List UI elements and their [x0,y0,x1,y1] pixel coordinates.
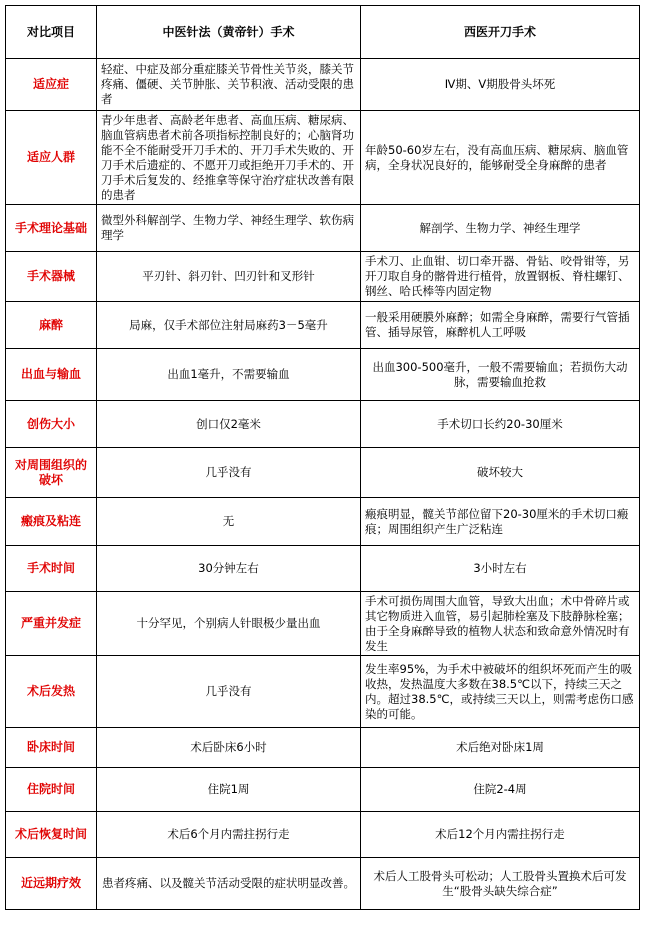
cell-tcm: 微型外科解剖学、生物力学、神经生理学、软伤病理学 [97,205,361,252]
row-category: 严重并发症 [6,592,97,656]
cell-western: 一般采用硬膜外麻醉；如需全身麻醉，需要行气管插管、插导尿管，麻醉机人工呼吸 [361,302,640,349]
table-row [6,302,640,349]
cell-tcm: 几乎没有 [97,656,361,728]
cell-western: Ⅳ期、Ⅴ期股骨头坏死 [361,59,640,111]
row-category: 瘢痕及粘连 [6,498,97,546]
row-category: 手术时间 [6,546,97,592]
cell-tcm: 30分钟左右 [97,546,361,592]
cell-western: 住院2-4周 [361,768,640,812]
table-row [6,768,640,812]
table-row [6,349,640,401]
cell-western: 瘢痕明显，髋关节部位留下20-30厘米的手术切口瘢痕；周围组织产生广泛粘连 [361,498,640,546]
table-row [6,205,640,252]
cell-tcm: 创口仅2毫米 [97,401,361,448]
cell-western: 术后12个月内需拄拐行走 [361,812,640,858]
table-row [6,252,640,302]
cell-tcm: 术后卧床6小时 [97,728,361,768]
table-row [6,546,640,592]
cell-western: 出血300-500毫升，一般不需要输血；若损伤大动脉，需要输血抢救 [361,349,640,401]
row-category: 术后恢复时间 [6,812,97,858]
row-category: 卧床时间 [6,728,97,768]
cell-tcm: 无 [97,498,361,546]
header-tcm: 中医针法（黄帝针）手术 [97,6,361,59]
row-category: 适应症 [6,59,97,111]
row-category: 手术理论基础 [6,205,97,252]
cell-tcm: 轻症、中症及部分重症膝关节骨性关节炎，膝关节疼痛、僵硬、关节肿胀、关节积液、活动受限的患者 [97,59,361,111]
cell-western: 术后人工股骨头可松动；人工股骨头置换术后可发生“股骨头缺失综合症” [361,858,640,910]
table-row [6,401,640,448]
table-row [6,656,640,728]
cell-tcm: 青少年患者、高龄老年患者、高血压病、糖尿病、脑血管病患者术前各项指标控制良好的；心脑肾功能不全不能耐受开刀手术的、开刀手术失败的、开刀手术后遗症的、不愿开刀或拒绝开刀手术的、开刀手术后复发的、经推拿等保守治疗症状改善有限的患者 [97,111,361,205]
header-item: 对比项目 [6,6,97,59]
row-category: 术后发热 [6,656,97,728]
table-row [6,728,640,768]
cell-western: 手术刀、止血钳、切口牵开器、骨钻、咬骨钳等，另开刀取自身的髂骨进行植骨，放置钢板、脊柱螺钉、钢丝、哈氏棒等内固定物 [361,252,640,302]
cell-tcm: 住院1周 [97,768,361,812]
table-row [6,812,640,858]
cell-western: 发生率95%，为手术中被破坏的组织坏死而产生的吸收热，发热温度大多数在38.5℃以下，持续三天之内。超过38.5℃，或持续三天以上，则需考虑伤口感染的可能。 [361,656,640,728]
cell-western: 解剖学、生物力学、神经生理学 [361,205,640,252]
row-category: 近远期疗效 [6,858,97,910]
cell-tcm: 几乎没有 [97,448,361,498]
row-category: 出血与输血 [6,349,97,401]
table-row [6,858,640,910]
cell-western: 年龄50-60岁左右，没有高血压病、糖尿病、脑血管病，全身状况良好的，能够耐受全身麻醉的患者 [361,111,640,205]
table-row [6,498,640,546]
cell-tcm: 患者疼痛、以及髋关节活动受限的症状明显改善。 [97,858,361,910]
cell-western: 手术可损伤周围大血管，导致大出血；术中骨碎片或其它物质进入血管，易引起肺栓塞及下肢静脉栓塞；由于全身麻醉导致的植物人状态和致命意外情况时有发生 [361,592,640,656]
cell-tcm: 平刃针、斜刃针、凹刃针和叉形针 [97,252,361,302]
table-row [6,111,640,205]
cell-western: 手术切口长约20-30厘米 [361,401,640,448]
cell-tcm: 十分罕见，个别病人针眼极少量出血 [97,592,361,656]
cell-western: 破坏较大 [361,448,640,498]
row-category: 住院时间 [6,768,97,812]
cell-western: 3小时左右 [361,546,640,592]
row-category: 对周围组织的破坏 [6,448,97,498]
table-row [6,59,640,111]
table-row [6,448,640,498]
row-category: 手术器械 [6,252,97,302]
cell-tcm: 局麻，仅手术部位注射局麻药3－5毫升 [97,302,361,349]
row-category: 适应人群 [6,111,97,205]
row-category: 创伤大小 [6,401,97,448]
comparison-table [5,5,640,910]
comparison-table-wrapper [5,5,639,910]
cell-tcm: 术后6个月内需拄拐行走 [97,812,361,858]
row-category: 麻醉 [6,302,97,349]
header-western: 西医开刀手术 [361,6,640,59]
table-row [6,592,640,656]
table-header-row [6,6,640,59]
cell-tcm: 出血1毫升，不需要输血 [97,349,361,401]
cell-western: 术后绝对卧床1周 [361,728,640,768]
